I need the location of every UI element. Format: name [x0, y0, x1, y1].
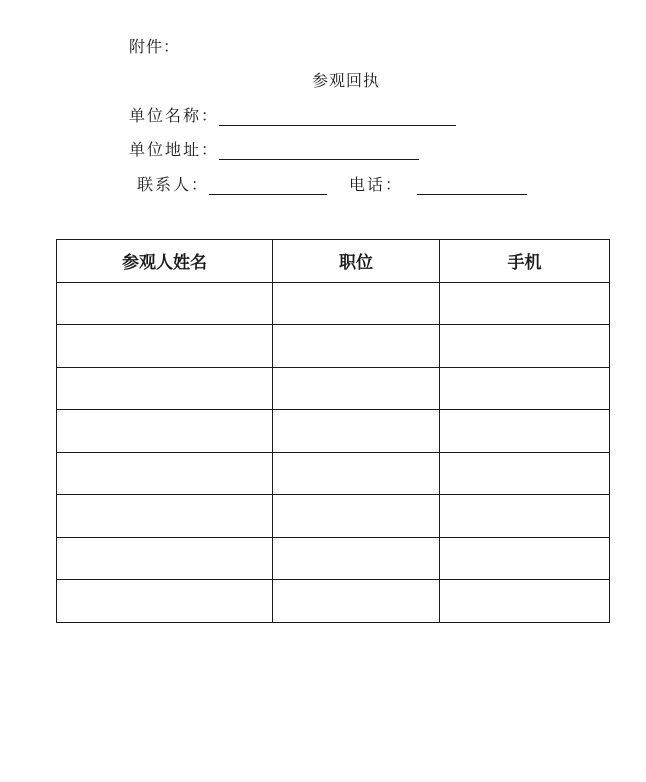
cell-visitor-name[interactable] [57, 410, 273, 453]
table-row [57, 325, 610, 368]
cell-mobile[interactable] [440, 495, 610, 538]
cell-position[interactable] [273, 325, 440, 368]
cell-mobile[interactable] [440, 325, 610, 368]
contact-label: 联系人： [137, 175, 210, 194]
table-header-row [57, 240, 610, 283]
cell-position[interactable] [273, 452, 440, 495]
unit-address-blank[interactable] [219, 143, 419, 160]
cell-visitor-name[interactable] [57, 537, 273, 580]
header-visitor-name: 参观人姓名 [57, 240, 273, 283]
cell-visitor-name[interactable] [57, 452, 273, 495]
table-row [57, 495, 610, 538]
unit-name-blank[interactable] [219, 109, 456, 126]
cell-mobile[interactable] [440, 282, 610, 325]
cell-position[interactable] [273, 410, 440, 453]
contact-field [137, 172, 327, 195]
table-row [57, 537, 610, 580]
cell-mobile[interactable] [440, 537, 610, 580]
cell-position[interactable] [273, 367, 440, 410]
cell-visitor-name[interactable] [57, 580, 273, 623]
visitor-table [56, 239, 610, 623]
unit-name-field [129, 103, 456, 126]
cell-visitor-name[interactable] [57, 367, 273, 410]
table-body [57, 282, 610, 622]
header-position: 职位 [273, 240, 440, 283]
table-row [57, 410, 610, 453]
cell-mobile[interactable] [440, 367, 610, 410]
cell-visitor-name[interactable] [57, 325, 273, 368]
cell-position[interactable] [273, 537, 440, 580]
phone-blank[interactable] [417, 178, 527, 195]
unit-address-field [129, 137, 419, 160]
table-row [57, 452, 610, 495]
table-row [57, 282, 610, 325]
table-row [57, 367, 610, 410]
form-title: 参观回执 [311, 71, 380, 90]
cell-position[interactable] [273, 495, 440, 538]
cell-mobile[interactable] [440, 452, 610, 495]
header-mobile: 手机 [440, 240, 610, 283]
phone-label: 电话： [349, 175, 404, 194]
cell-visitor-name[interactable] [57, 282, 273, 325]
cell-visitor-name[interactable] [57, 495, 273, 538]
cell-mobile[interactable] [440, 410, 610, 453]
unit-address-label: 单位地址： [129, 140, 220, 159]
cell-mobile[interactable] [440, 580, 610, 623]
cell-position[interactable] [273, 282, 440, 325]
attachment-label: 附件： [129, 37, 181, 56]
unit-name-label: 单位名称： [129, 106, 220, 125]
phone-field [349, 172, 527, 195]
table-row [57, 580, 610, 623]
cell-position[interactable] [273, 580, 440, 623]
contact-blank[interactable] [209, 178, 327, 195]
